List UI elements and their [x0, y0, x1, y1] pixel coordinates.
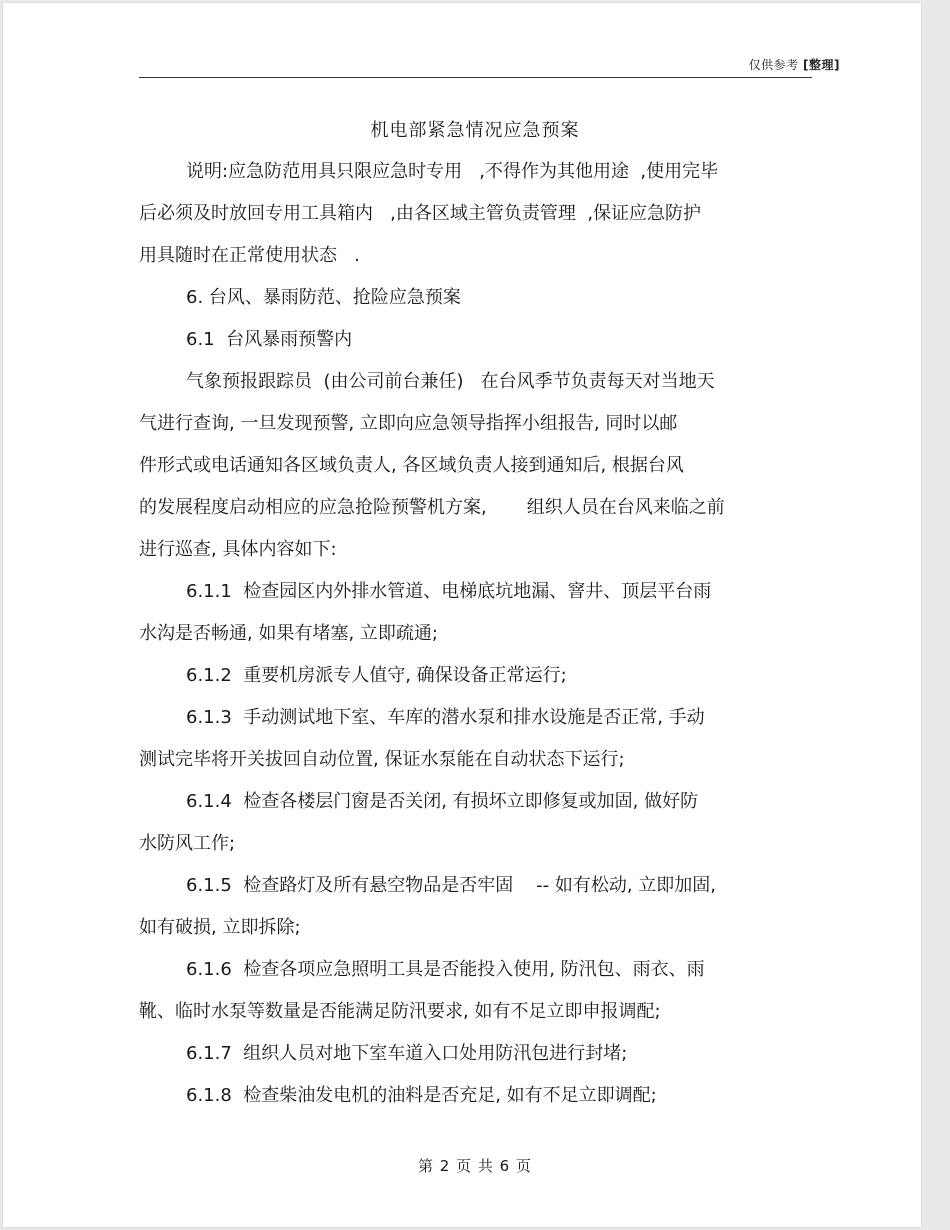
header-tag: [整理]	[803, 58, 840, 72]
body-line: 说明:应急防范用具只限应急时专用 ,不得作为其他用途 ,使用完毕	[186, 161, 719, 182]
body-line: 的发展程度启动相应的应急抢险预警机方案, 组织人员在台风来临之前	[139, 497, 725, 518]
body-line: 6. 台风、暴雨防范、抢险应急预案	[186, 287, 461, 308]
body-line: 气象预报跟踪员 (由公司前台兼任) 在台风季节负责每天对当地天	[186, 371, 715, 392]
document-body	[139, 151, 809, 1117]
body-line: 水沟是否畅通, 如果有堵塞, 立即疏通;	[139, 623, 438, 644]
body-line: 6.1.4 检查各楼层门窗是否关闭, 有损坏立即修复或加固, 做好防	[186, 791, 699, 812]
body-line: 6.1.6 检查各项应急照明工具是否能投入使用, 防汛包、雨衣、雨	[186, 959, 705, 980]
body-line: 6.1.5 检查路灯及所有悬空物品是否牢固 -- 如有松动, 立即加固,	[186, 875, 717, 896]
page-header	[749, 56, 840, 73]
body-line: 后必须及时放回专用工具箱内 ,由各区域主管负责管理 ,保证应急防护	[139, 203, 702, 224]
document-title: 机电部紧急情况应急预案	[370, 120, 580, 141]
body-line: 6.1.2 重要机房派专人值守, 确保设备正常运行;	[186, 665, 567, 686]
body-line: 6.1.1 检查园区内外排水管道、电梯底坑地漏、窨井、顶层平台雨	[186, 581, 712, 602]
body-line: 靴、临时水泵等数量是否能满足防汛要求, 如有不足立即申报调配;	[139, 1001, 661, 1022]
page-footer: 第 2 页 共 6 页	[418, 1157, 532, 1175]
header-divider	[139, 77, 812, 78]
body-line: 6.1 台风暴雨预警内	[186, 329, 353, 350]
body-line: 6.1.8 检查柴油发电机的油料是否充足, 如有不足立即调配;	[186, 1085, 657, 1106]
body-line: 气进行查询, 一旦发现预警, 立即向应急领导指挥小组报告, 同时以邮	[139, 413, 678, 434]
body-line: 水防风工作;	[139, 833, 236, 854]
body-line: 6.1.7 组织人员对地下室车道入口处用防汛包进行封堵;	[186, 1043, 628, 1064]
body-line: 用具随时在正常使用状态 .	[139, 245, 360, 266]
body-line: 测试完毕将开关拔回自动位置, 保证水泵能在自动状态下运行;	[139, 749, 625, 770]
body-line: 如有破损, 立即拆除;	[139, 917, 301, 938]
body-line: 进行巡查, 具体内容如下:	[139, 539, 337, 560]
header-note: 仅供参考	[748, 58, 799, 72]
body-line: 件形式或电话通知各区域负责人, 各区域负责人接到通知后, 根据台风	[139, 455, 684, 476]
body-line: 6.1.3 手动测试地下室、车库的潜水泵和排水设施是否正常, 手动	[186, 707, 705, 728]
